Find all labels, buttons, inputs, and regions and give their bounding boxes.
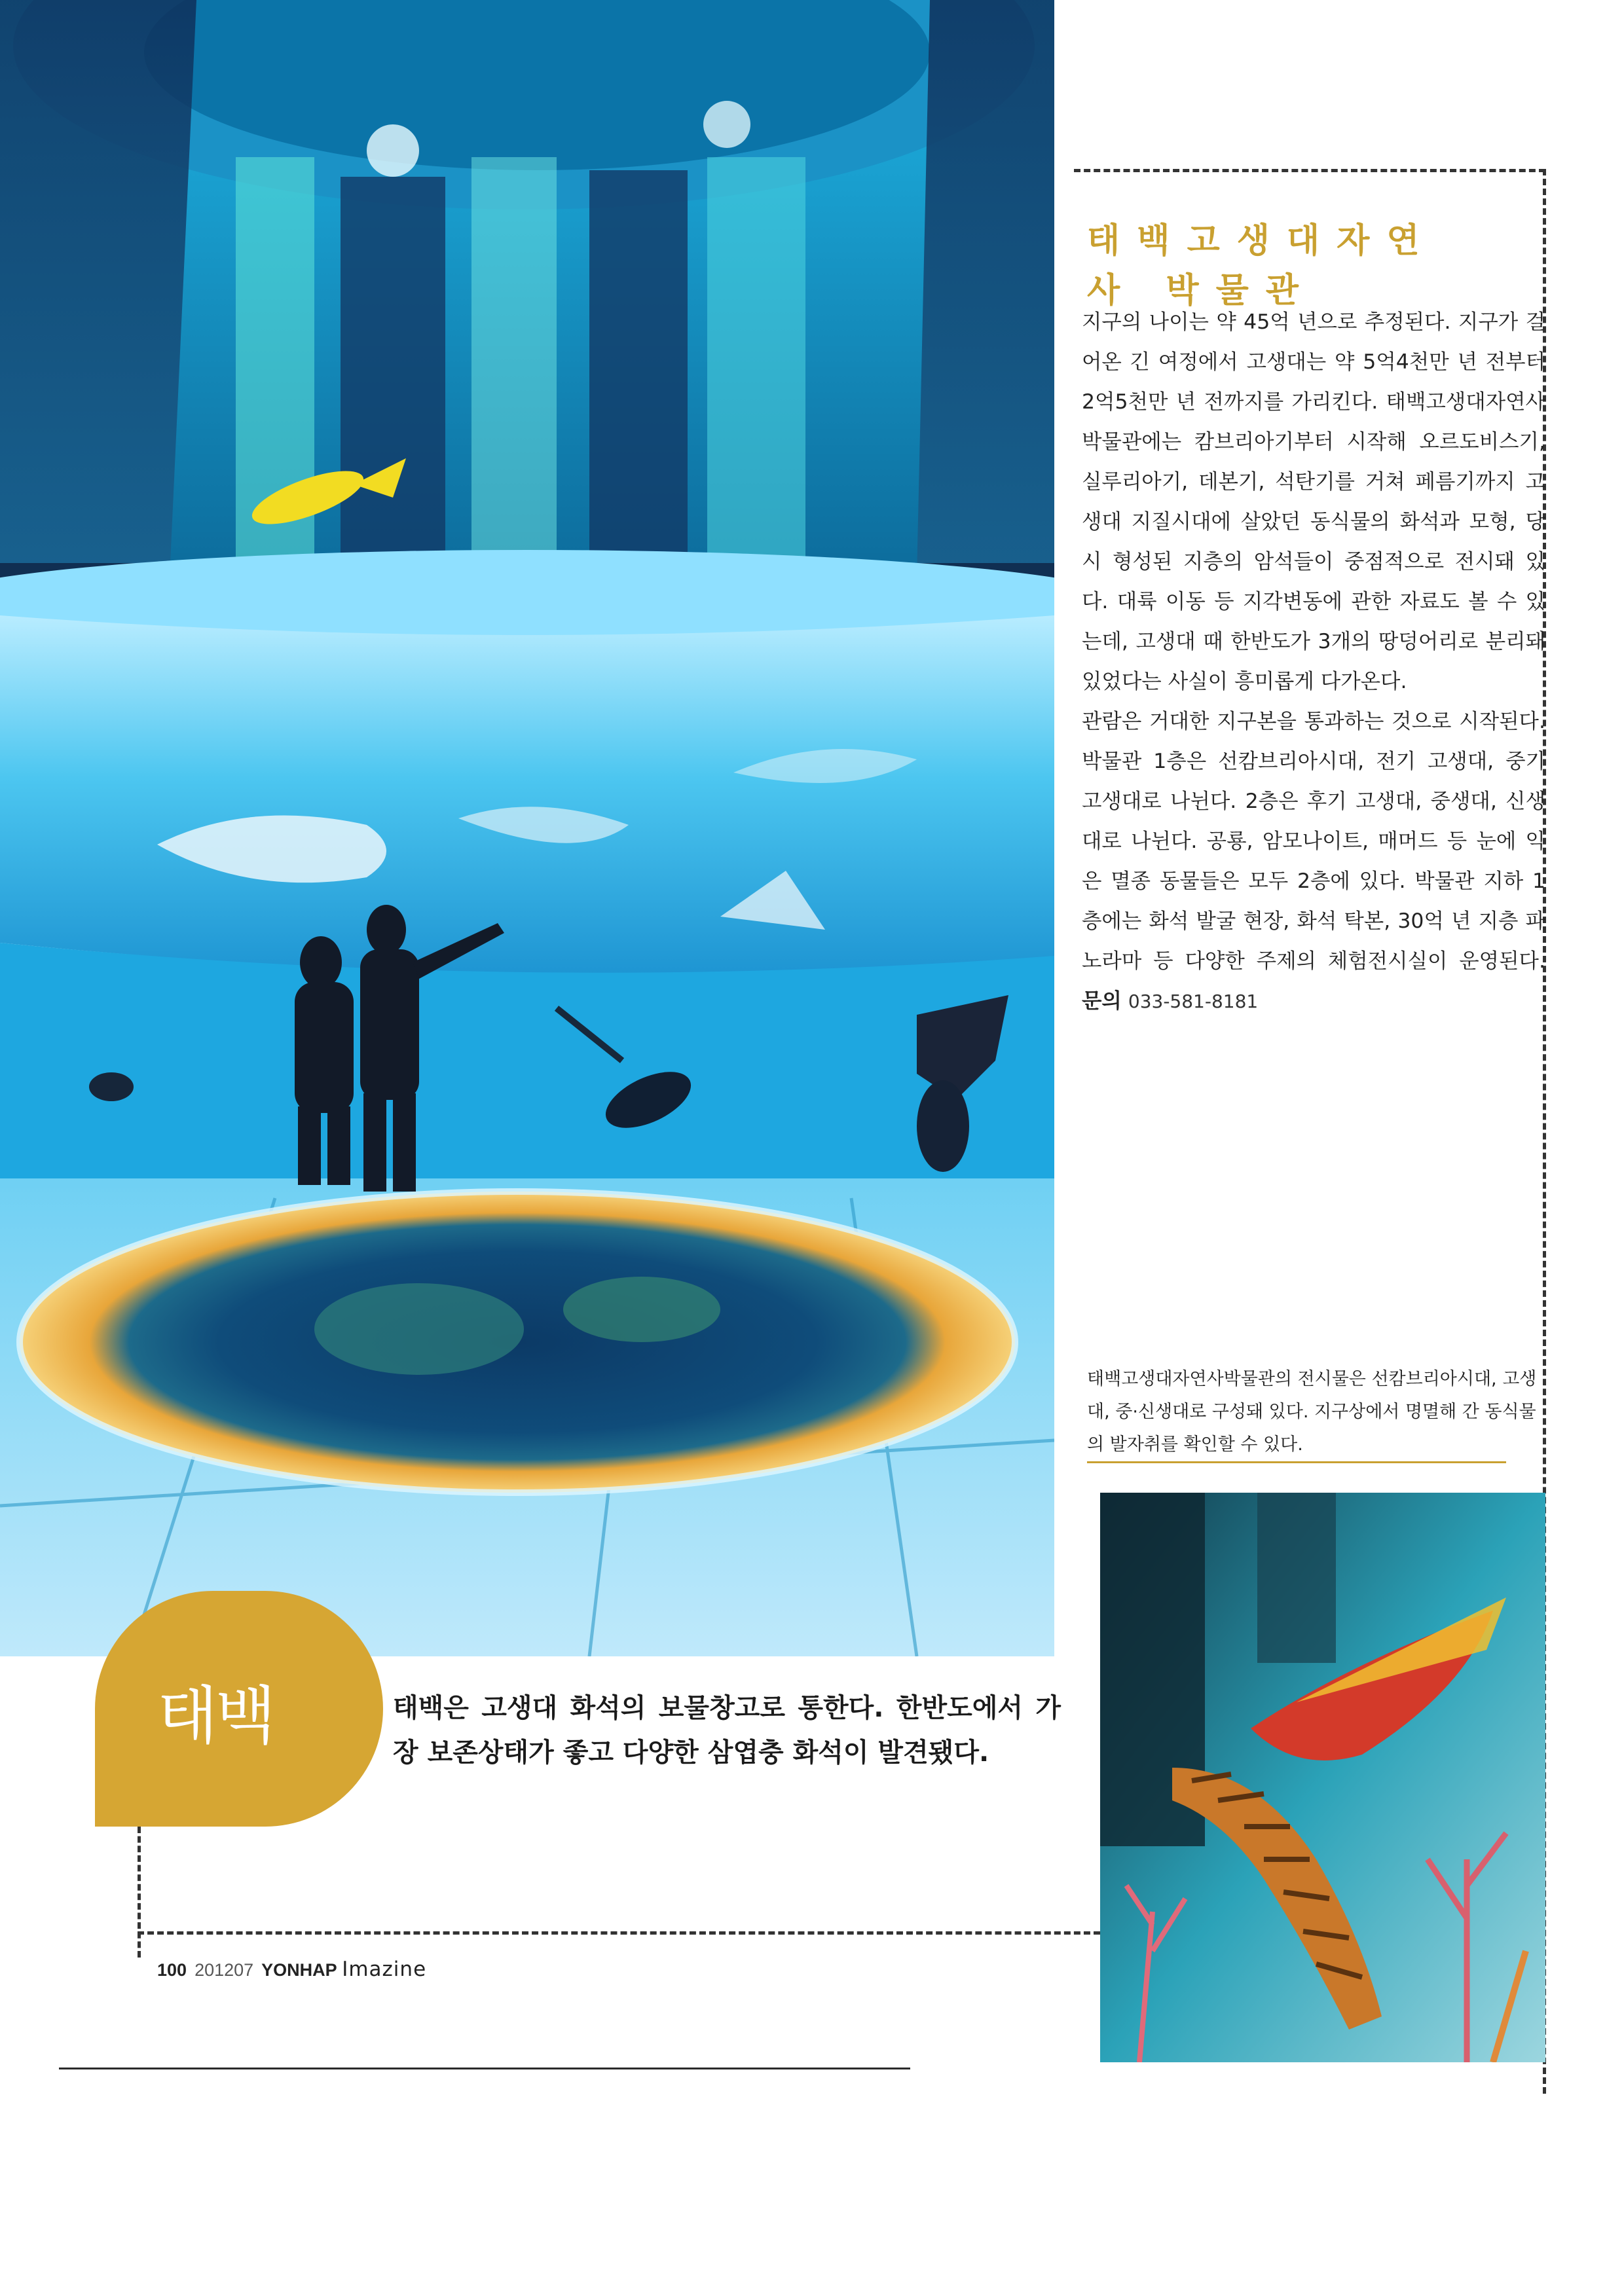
caption-underline bbox=[1087, 1461, 1506, 1463]
region-tag-label: 태백 bbox=[157, 1679, 274, 1753]
museum-interior-photo bbox=[0, 0, 1054, 1656]
sidebar-body bbox=[1082, 302, 1545, 1021]
sidebar-paragraph-2-text: 관람은 거대한 지구본을 통과하는 것으로 시작된다. 박물관 1층은 선캄브리아시대, 전기 고생대, 중기 고생대로 나뉜다. 2층은 후기 고생대, 중생대, 신생대로 나뉜다. 공룡, 암모나이트, 매머드 등 눈에 익은 멸종 동물들은 모두 2층에 있다. 박물관 지하 1층에는 화석 발굴 현장, 화석 탁본, 30억 년 지층 파노라마 등 다양한 주제의 체험전시실이 운영된다. bbox=[1082, 710, 1545, 973]
photo-caption: 태백고생대자연사박물관의 전시물은 선캄브리아시대, 고생대, 중·신생대로 구성돼 있다. 지구상에서 명멸해 간 동식물의 발자취를 확인할 수 있다. bbox=[1087, 1369, 1537, 1455]
page-footer bbox=[157, 1958, 426, 1981]
frame-left-dashed-line bbox=[138, 1827, 141, 1958]
issue-number: 201207 bbox=[194, 1960, 254, 1980]
frame-bottom-dashed-line bbox=[138, 1931, 1100, 1935]
sidebar-paragraph-1: 지구의 나이는 약 45억 년으로 추정된다. 지구가 걸어온 긴 여정에서 고생대는 약 5억4천만 년 전부터 2억5천만 년 전까지를 가리킨다. 태백고생대자연사박물관에는 캄브리아기부터 시작해 오르도비스기, 실루리아기, 데본기, 석탄기를 거쳐 페름기까지 고생대 지질시대에 살았던 동식물의 화석과 모형, 당시 형성된 지층의 암석들이 중점적으로 전시돼 있다. 대륙 이동 등 지각변동에 관한 자료도 볼 수 있는데, 고생대 때 한반도가 3개의 땅덩어리로 분리돼 있었다는 사실이 흥미롭게 다가온다. bbox=[1082, 310, 1545, 693]
magazine-brand-imazine: Imazine bbox=[342, 1958, 427, 1981]
bottom-rule bbox=[59, 2068, 910, 2069]
fossil-exhibit-photo bbox=[1100, 1493, 1545, 2062]
contact-number: 033-581-8181 bbox=[1128, 991, 1259, 1012]
frame-top-dashed-line bbox=[1074, 169, 1545, 172]
sidebar-title: 태백고생대자연사 박물관 bbox=[1087, 221, 1437, 310]
sidebar-paragraph-2 bbox=[1082, 702, 1545, 1021]
contact-label: 문의 bbox=[1082, 989, 1122, 1013]
magazine-brand-yonhap: YONHAP bbox=[261, 1960, 337, 1980]
page-number: 100 bbox=[157, 1960, 187, 1980]
lead-paragraph: 태백은 고생대 화석의 보물창고로 통한다. 한반도에서 가장 보존상태가 좋고 다양한 삼엽충 화석이 발견됐다. bbox=[393, 1693, 1061, 1768]
